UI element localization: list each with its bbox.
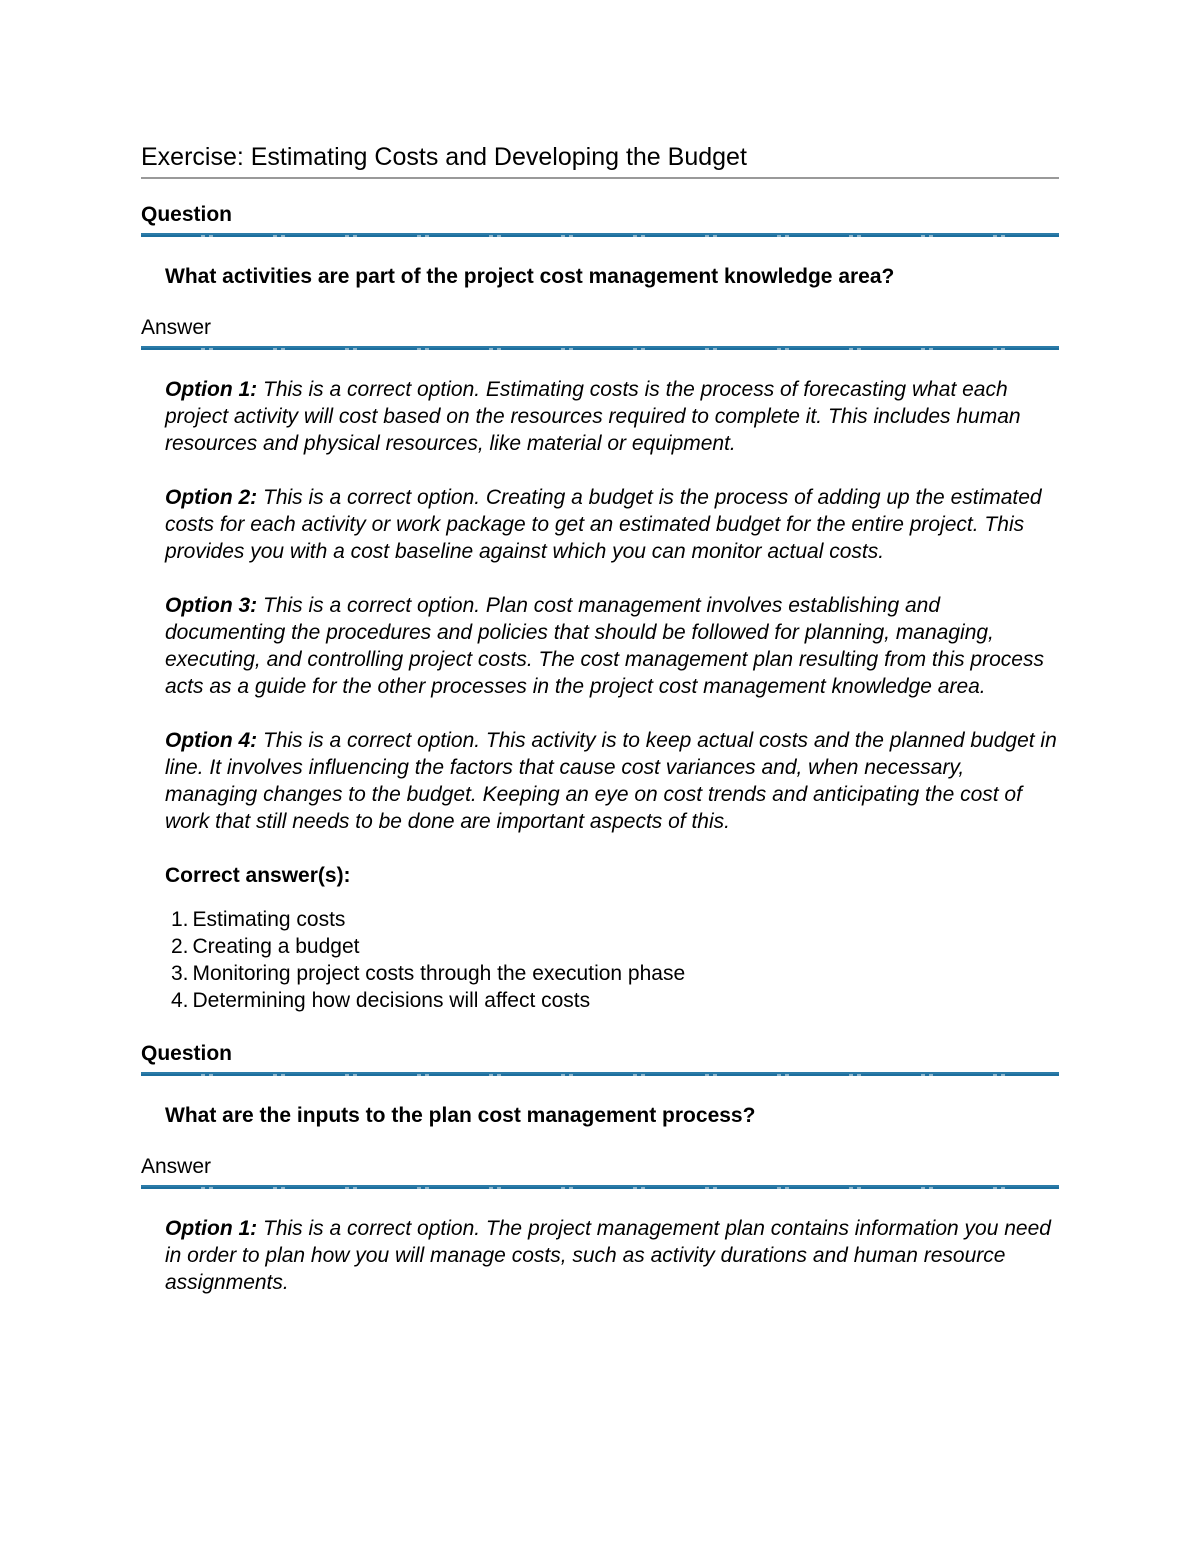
answer-heading: Answer [141, 1155, 212, 1178]
list-number: 4. [171, 989, 189, 1012]
answer-option-2 [165, 484, 1059, 565]
option-label: Option 4: [165, 729, 258, 752]
answer-heading: Answer [141, 316, 212, 339]
question-text: What are the inputs to the plan cost management process? [165, 1104, 756, 1127]
question-block-2 [141, 1040, 1059, 1296]
question-heading: Question [141, 203, 233, 226]
list-number: 3. [171, 962, 189, 985]
list-item [171, 987, 1059, 1014]
section-divider [141, 346, 1059, 350]
list-item [171, 960, 1059, 987]
list-number: 2. [171, 935, 189, 958]
option-label: Option 1: [165, 378, 258, 401]
document-page [141, 140, 1059, 1323]
list-item [171, 906, 1059, 933]
answer-option-3 [165, 592, 1059, 700]
correct-answers-list [171, 906, 1059, 1014]
answer-option-1 [165, 1215, 1059, 1296]
correct-answers-heading: Correct answer(s): [165, 864, 351, 887]
option-label: Option 2: [165, 486, 258, 509]
option-text: This is a correct option. Creating a budget is the process of adding up the estimated costs for each activity or work package to get an estimated budget for the entire project. This provides you with a cost baseline against which you can monitor actual costs. [165, 486, 1042, 563]
question-heading: Question [141, 1042, 233, 1065]
section-divider [141, 1185, 1059, 1189]
option-text: This is a correct option. Estimating costs is the process of forecasting what each project activity will cost based on the resources required to complete it. This includes human resources and physical resources, like material or equipment. [165, 378, 1021, 455]
option-label: Option 1: [165, 1217, 258, 1240]
option-text: This is a correct option. The project management plan contains information you need in order to plan how you will manage costs, such as activity durations and human resource assignments. [165, 1217, 1051, 1294]
option-label: Option 3: [165, 594, 258, 617]
list-item [171, 933, 1059, 960]
section-divider [141, 1072, 1059, 1076]
section-divider [141, 233, 1059, 237]
answer-option-4 [165, 727, 1059, 835]
question-text: What activities are part of the project cost management knowledge area? [165, 265, 895, 288]
option-text: This is a correct option. This activity is to keep actual costs and the planned budget in line. It involves influencing the factors that cause cost variances and, when necessary, managing changes to the budget. Keeping an eye on cost trends and anticipating the cost of work that still needs to be done are important aspects of this. [165, 729, 1057, 833]
answer-option-1 [165, 376, 1059, 457]
list-text: Creating a budget [192, 935, 360, 958]
question-block-1 [141, 201, 1059, 1014]
document-title: Exercise: Estimating Costs and Developing the Budget [141, 140, 1059, 179]
list-text: Determining how decisions will affect costs [192, 989, 591, 1012]
list-number: 1. [171, 908, 189, 931]
list-text: Monitoring project costs through the execution phase [192, 962, 686, 985]
option-text: This is a correct option. Plan cost management involves establishing and documenting the procedures and policies that should be followed for planning, managing, executing, and controlling project costs. The cost management plan resulting from this process acts as a guide for the other processes in the project cost management knowledge area. [165, 594, 1044, 698]
list-text: Estimating costs [192, 908, 346, 931]
